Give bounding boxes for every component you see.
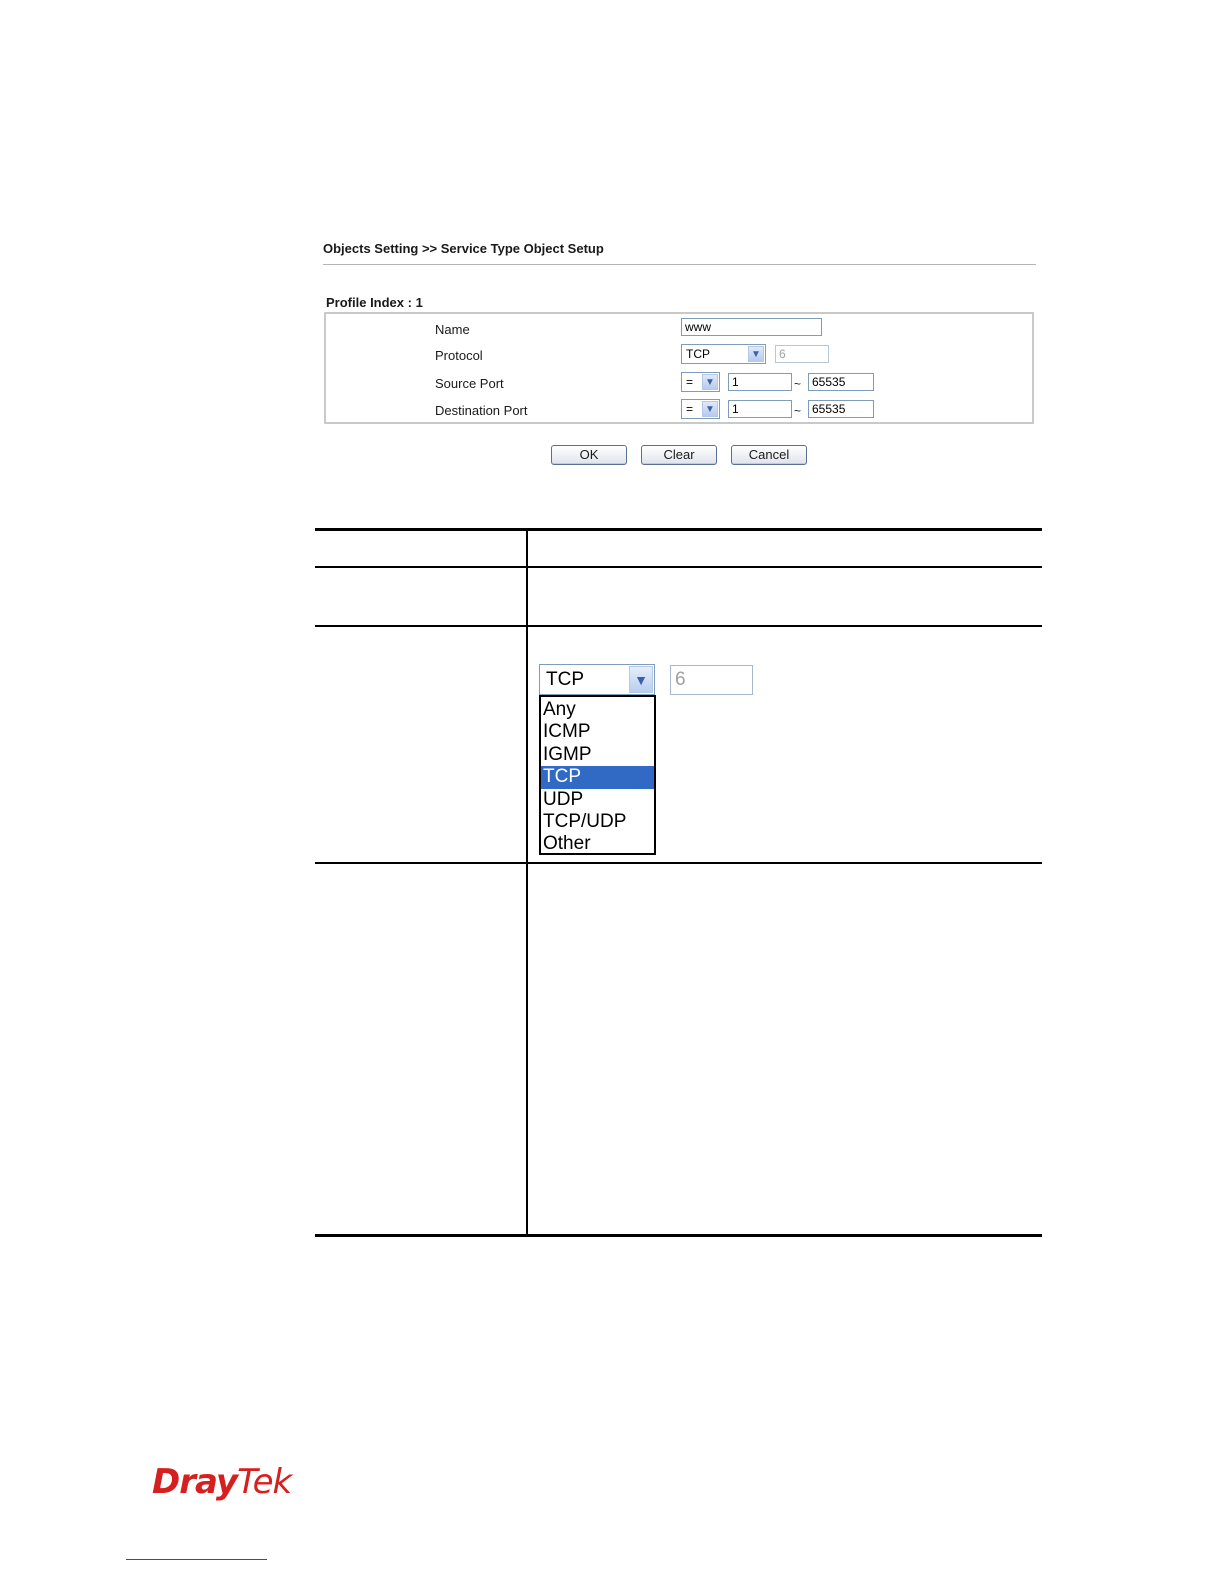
protocol-dropdown-value: TCP bbox=[546, 669, 584, 690]
protocol-option[interactable]: Any bbox=[543, 699, 576, 720]
protocol-option[interactable]: TCP bbox=[541, 766, 654, 788]
protocol-option[interactable]: IGMP bbox=[543, 743, 592, 765]
footer-rule bbox=[126, 1559, 267, 1560]
protocol-select[interactable] bbox=[681, 344, 766, 364]
protocol-option[interactable]: TCP/UDP bbox=[543, 810, 627, 832]
destination-port-operator-value: = bbox=[686, 402, 694, 416]
protocol-label: Protocol bbox=[435, 348, 483, 363]
destination-port-start-input[interactable]: 1 bbox=[728, 400, 792, 418]
source-port-operator-value: = bbox=[686, 375, 694, 389]
draytek-logo bbox=[152, 1462, 291, 1502]
protocol-option[interactable]: Other bbox=[543, 833, 591, 855]
destination-port-range-tilde: ~ bbox=[794, 404, 802, 418]
table-bottom-rule bbox=[315, 1234, 1042, 1237]
protocol-option[interactable]: UDP bbox=[543, 788, 584, 810]
table-header-rule bbox=[315, 566, 1042, 568]
protocol-dropdown-select[interactable] bbox=[539, 664, 655, 695]
profile-index-label: Profile Index : 1 bbox=[326, 295, 423, 310]
source-port-end-input[interactable]: 65535 bbox=[808, 373, 874, 391]
logo-part-tek: Tek bbox=[237, 1462, 292, 1502]
ok-button[interactable]: OK bbox=[551, 445, 627, 465]
cancel-button[interactable]: Cancel bbox=[731, 445, 807, 465]
chevron-down-icon[interactable]: ▼ bbox=[702, 374, 718, 390]
destination-port-end-input[interactable]: 65535 bbox=[808, 400, 874, 418]
source-port-range-tilde: ~ bbox=[794, 377, 802, 391]
table-top-rule bbox=[315, 528, 1042, 531]
table-row-rule bbox=[315, 625, 1042, 627]
breadcrumb-divider bbox=[323, 264, 1036, 265]
name-input[interactable]: www bbox=[681, 318, 822, 336]
destination-port-label: Destination Port bbox=[435, 403, 528, 418]
protocol-dropdown-number: 6 bbox=[670, 665, 753, 695]
clear-button[interactable]: Clear bbox=[641, 445, 717, 465]
table-row-rule bbox=[315, 862, 1042, 864]
chevron-down-icon[interactable]: ▼ bbox=[629, 666, 653, 693]
chevron-down-icon[interactable]: ▼ bbox=[702, 401, 718, 417]
logo-part-dray: Dray bbox=[152, 1462, 238, 1502]
protocol-options-list bbox=[539, 695, 656, 855]
protocol-option[interactable]: ICMP bbox=[543, 721, 591, 743]
name-label: Name bbox=[435, 322, 470, 337]
source-port-start-input[interactable]: 1 bbox=[728, 373, 792, 391]
source-port-operator-select[interactable] bbox=[681, 372, 720, 392]
table-column-divider bbox=[526, 531, 528, 1235]
chevron-down-icon[interactable]: ▼ bbox=[748, 346, 764, 362]
breadcrumb: Objects Setting >> Service Type Object Setup bbox=[323, 241, 604, 256]
protocol-select-value: TCP bbox=[686, 347, 710, 361]
destination-port-operator-select[interactable] bbox=[681, 399, 720, 419]
service-type-form bbox=[324, 312, 1034, 424]
protocol-number-input: 6 bbox=[775, 345, 829, 363]
source-port-label: Source Port bbox=[435, 376, 504, 391]
